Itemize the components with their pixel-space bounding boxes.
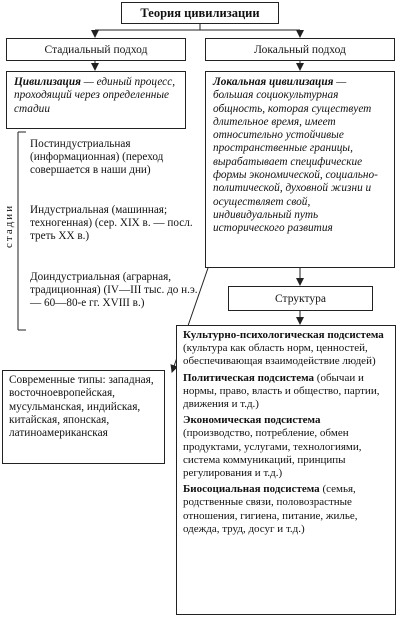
civilization-term: Цивилизация [14,76,81,88]
local-heading-box [205,38,395,61]
subsystem-biosocial-name: Биосоциальная подсистема [183,483,320,496]
stadial-heading: Стадиальный подход [44,43,148,56]
stage-industrial: Индустриальная (машинная; техногенная) (сер. XIX в. — посл. треть XX в.) [30,204,193,243]
modern-types-box [2,370,165,464]
stages-side-label: стадии [3,203,15,249]
stadial-heading-box [6,38,186,61]
subsystem-cultural-name: Культурно-психологическая подсистема [183,329,384,341]
civilization-text: — единый процесс, проходящий через определенные стадии [14,76,176,115]
subsystem-political-desc: (обычаи и нормы, право, власть и общество, партии, движения и т.д.) [183,371,380,411]
subsystem-economic-desc: (производство, потребление, обмен продуктами, услугами, технологиями, система коммуникаций, принципы регулирования и т.д.) [183,427,362,480]
local-text: — большая социокультурная общность, которая существует длительное время, имеет относительно устойчивые пространственные границы, вырабатывает специфические формы экономической, социально-политической, духовной жизни и осуществляет свой, индивидуальный путь исторического развития [213,76,378,235]
stage-postindustrial: Постиндустриальная (информационная) (переход совершается в наши дни) [30,138,164,177]
subsystems-box [176,325,396,615]
subsystem-political [183,372,389,412]
subsystem-political-name: Политическая подсистема [183,371,315,384]
theory-title-box [121,2,279,24]
subsystem-economic [183,414,389,480]
subsystem-economic-name: Экономическая подсистема [183,414,321,427]
theory-title: Теория цивилизации [140,5,260,20]
stage-preindustrial: Доиндустриальная (аграрная, традиционная) (IV—III тыс. до н.э. — 60—80-е гг. XVIII в.) [30,271,198,310]
local-definition-box [205,71,395,268]
subsystem-cultural-desc: (культура как область норм, ценностей, обеспечивающая взаимодействие людей) [183,342,376,368]
structure-heading-box [228,286,373,311]
local-heading: Локальный подход [254,43,346,56]
civilization-definition-box [6,71,186,129]
structure-heading: Структура [275,292,326,305]
modern-types-text: Современные типы: западная, восточноевропейская, мусульманская, индийская, китайская, японская, латиноамериканская [9,374,154,440]
subsystem-cultural [183,329,389,369]
local-term: Локальная цивилизация [213,76,334,88]
subsystem-biosocial-desc: (семья, родственные связи, половозрастные отношения, гигиена, питание, жилье, одежда, труд, досуг и т.д.) [183,483,358,535]
subsystem-biosocial [183,483,389,536]
